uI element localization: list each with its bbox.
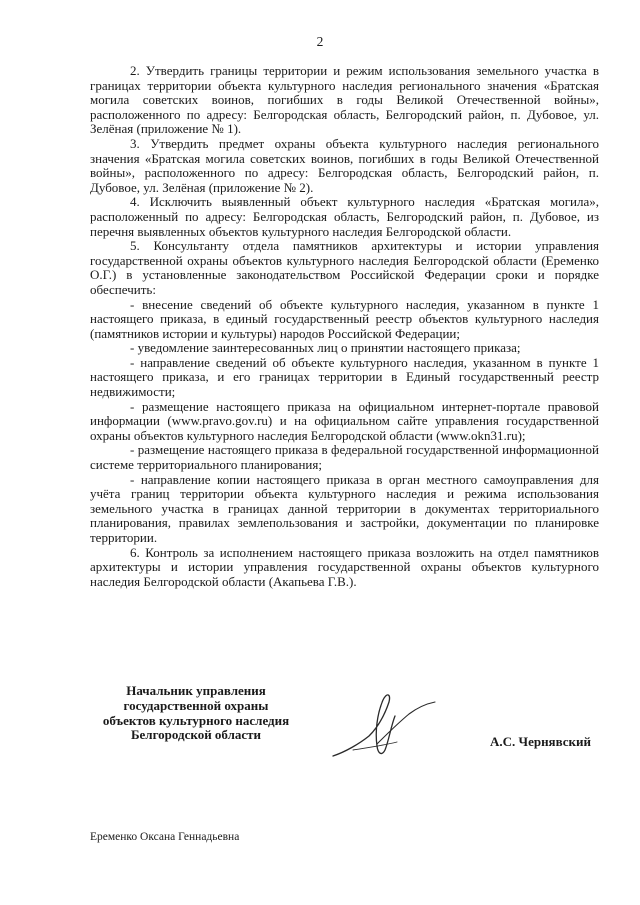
- paragraph-item-6: 6. Контроль за исполнением настоящего приказа возложить на отдел памятников архитектуры и истории управления государственной охраны объектов культурного наследия Белгородской области (Акапьева Г.В.).: [90, 544, 599, 589]
- paragraph-item-3: 3. Утвердить предмет охраны объекта культурного наследия регионального значения «Братская могила советских воинов, погибших в годы Великой Отечественной войны», расположенного по адресу: Белгородская область, Белгородский район, п. Дубовое, ул. Зелёная (приложение № 2).: [90, 135, 599, 195]
- list-item-real-estate-registry: - направление сведений об объекте культурного наследия, указанном в пункте 1 настоящего приказа, и его границах территории в Единый государственный реестр недвижимости;: [90, 354, 599, 400]
- signatory-position: [92, 684, 300, 743]
- signatory-position-line: Белгородской области: [130, 727, 262, 743]
- signatory-position-line: государственной охраны: [123, 697, 269, 713]
- handwritten-signature: [325, 686, 445, 766]
- list-item-registry-entry: - внесение сведений об объекте культурного наследия, указанном в пункте 1 настоящего приказа, в единый государственный реестр объектов культурного наследия (памятников истории и культуры) народов Российской Федерации;: [90, 296, 599, 341]
- list-item-planning-system: - размещение настоящего приказа в федеральной государственной информационной системе территориального планирования;: [90, 442, 599, 473]
- document-body: [90, 64, 599, 589]
- signatory-position-line: Начальник управления: [126, 683, 266, 698]
- signature-block: [0, 684, 640, 764]
- page-number: 2: [316, 34, 324, 49]
- list-item-local-government: - направление копии настоящего приказа в орган местного самоуправления для учёта границ территории объекта культурного наследия и режима использования земельного участка в границах данной территории в документах территориального планирования, правилах землепользования и застройки, документации по планировке территории.: [90, 471, 599, 545]
- list-item-publication: - размещение настоящего приказа на официальном интернет-портале правовой информации (www.pravo.gov.ru) и на официальном сайте управления государственной охраны объектов культурного наследия Белгородской области (www.okn31.ru);: [90, 398, 599, 443]
- executor-name: Еременко Оксана Геннадьевна: [90, 831, 240, 843]
- paragraph-item-4: 4. Исключить выявленный объект культурного наследия «Братская могила», расположенный по адресу: Белгородская область, Белгородский район, п. Дубовое, из перечня выявленных объектов культурного наследия Белгородской области.: [90, 194, 599, 239]
- signatory-name: А.С. Чернявский: [490, 734, 592, 749]
- paragraph-item-2: 2. Утвердить границы территории и режим использования земельного участка в границах территории объекта культурного наследия регионального значения «Братская могила советских воинов, погибших в годы Великой Отечественной войны», расположенного по адресу: Белгородская область, Белгородский район, п. Дубовое, ул. Зелёная (приложение № 1).: [90, 63, 599, 137]
- paragraph-item-5: 5. Консультанту отдела памятников архитектуры и истории управления государственной охраны объектов культурного наследия Белгородской области (Еременко О.Г.) в установленные законодательством Российской Федерации сроки и порядке обеспечить:: [90, 238, 599, 297]
- signatory-position-line: объектов культурного наследия: [102, 712, 290, 728]
- list-item-notification: - уведомление заинтересованных лиц о принятии настоящего приказа;: [130, 340, 521, 356]
